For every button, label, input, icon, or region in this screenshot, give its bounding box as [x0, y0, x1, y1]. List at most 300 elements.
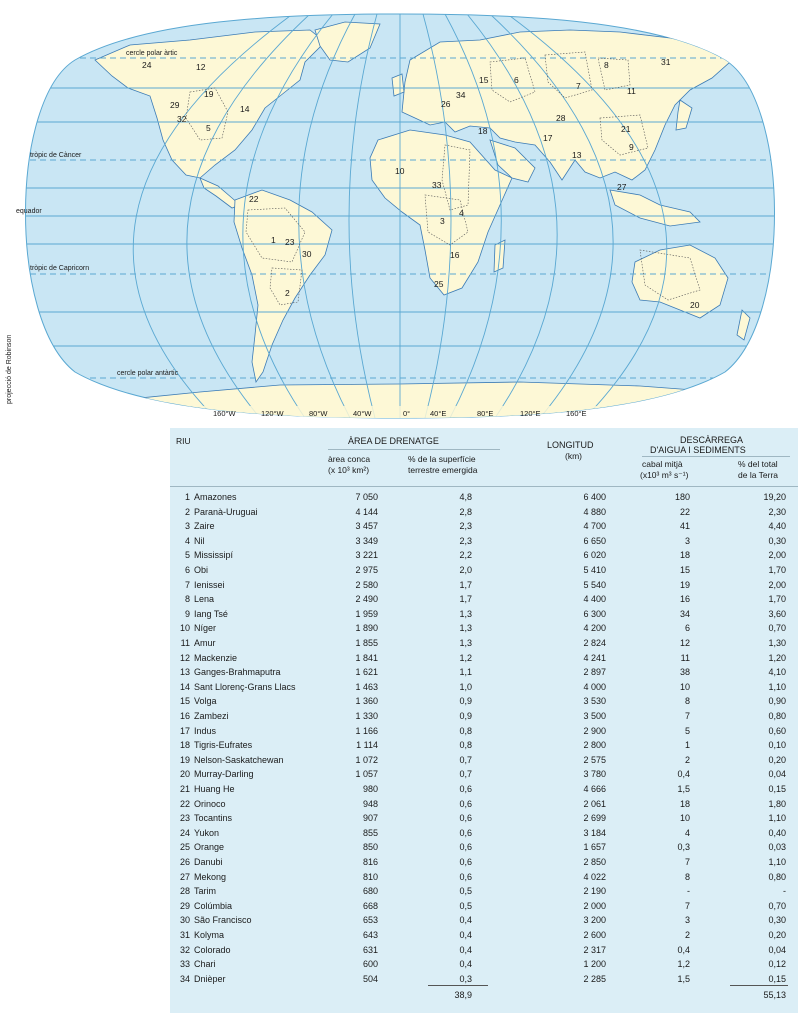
table-row [170, 913, 798, 928]
table-row [170, 899, 798, 914]
surface-pct-cell: 0,4 [459, 944, 472, 955]
earth-total-pct-cell: 1,70 [768, 594, 786, 605]
river-number-cell: 29 [179, 900, 190, 911]
earth-total-pct-cell: - [783, 886, 786, 897]
earth-total-pct-cell: 0,80 [768, 871, 786, 882]
river-number-label: 20 [690, 300, 700, 310]
longitude-label: 40°W [353, 409, 372, 418]
rivers-table [170, 428, 798, 1013]
surface-pct-cell: 0,8 [459, 725, 472, 736]
col-header-basin-unit: (x 10³ km²) [328, 465, 370, 475]
earth-total-pct-cell: 0,80 [768, 711, 786, 721]
mean-flow-cell: 11 [680, 652, 690, 663]
length-cell: 6 650 [583, 535, 606, 546]
river-number-label: 23 [285, 237, 295, 247]
basin-area-cell: 643 [362, 930, 378, 940]
river-name-cell: Nelson-Saskatchewan [194, 754, 284, 765]
river-number-cell: 18 [179, 740, 190, 751]
river-number-cell: 32 [179, 944, 190, 955]
surface-pct-cell: 1,0 [459, 681, 472, 692]
mean-flow-cell: 16 [679, 594, 690, 605]
col-header-flow: cabal mitjà [642, 459, 683, 469]
basin-area-cell: 1 114 [356, 740, 378, 751]
river-number-cell: 22 [179, 798, 190, 809]
length-cell: 4 000 [583, 681, 606, 692]
longitude-label: 160°W [213, 409, 236, 418]
length-cell: 6 400 [583, 492, 606, 502]
basin-area-cell: 948 [362, 798, 378, 809]
surface-pct-cell: 0,9 [459, 711, 472, 721]
mean-flow-cell: 38 [679, 667, 690, 678]
river-number-label: 29 [170, 100, 180, 110]
river-name-cell: Níger [194, 623, 217, 634]
earth-total-pct-cell: 0,90 [768, 696, 786, 707]
river-number-cell: 2 [184, 506, 190, 517]
length-cell: 4 200 [583, 623, 606, 634]
mean-flow-cell: 8 [684, 871, 690, 882]
river-name-cell: Ganges-Brahmaputra [194, 667, 281, 678]
length-cell: 2 190 [583, 886, 606, 897]
earth-total-pct-cell: 0,04 [768, 944, 786, 955]
river-name-cell: Zambezi [194, 711, 229, 721]
basin-area-cell: 980 [362, 784, 378, 794]
surface-pct-cell: 1,3 [459, 608, 472, 619]
table-row [170, 753, 798, 768]
table-row [170, 592, 798, 607]
river-number-label: 11 [627, 86, 636, 96]
length-cell: 2 575 [583, 754, 606, 765]
equator-label: equador [16, 208, 42, 215]
length-cell: 3 500 [583, 711, 606, 721]
basin-area-cell: 1 166 [355, 725, 378, 736]
longitude-label: 80°W [309, 409, 328, 418]
mean-flow-cell: 10 [679, 813, 690, 824]
basin-area-cell: 680 [362, 886, 378, 897]
length-cell: 2 824 [583, 638, 606, 648]
mean-flow-cell: 12 [679, 638, 690, 648]
river-number-cell: 31 [179, 930, 190, 940]
mean-flow-cell: 1,5 [677, 784, 690, 794]
river-name-cell: Nil [194, 535, 205, 546]
mean-flow-cell: 3 [684, 535, 690, 546]
river-name-cell: Mekong [194, 871, 227, 882]
river-number-label: 32 [177, 114, 187, 124]
surface-pct-cell: 0,3 [459, 973, 472, 984]
earth-total-pct-cell: 0,30 [768, 915, 786, 926]
river-name-cell: Yukon [194, 827, 220, 838]
earth-total-pct-cell: 1,10 [768, 857, 786, 867]
surface-pct-cell: 0,6 [459, 871, 472, 882]
river-name-cell: Amur [194, 638, 216, 648]
longitude-label: 160°E [566, 409, 587, 418]
length-cell: 2 897 [583, 667, 606, 678]
river-number-cell: 4 [184, 535, 190, 546]
table-row [170, 855, 798, 870]
table-row [170, 840, 798, 855]
world-map [0, 0, 800, 425]
river-number-cell: 13 [179, 667, 190, 678]
length-cell: 4 241 [583, 652, 606, 663]
basin-area-cell: 2 580 [355, 579, 378, 590]
arctic-circle-label: cercle polar àrtic [126, 50, 178, 57]
mean-flow-cell: 7 [684, 857, 690, 867]
length-cell: 2 600 [583, 930, 606, 940]
length-cell: 2 061 [583, 798, 606, 809]
col-header-discharge-2: D'AIGUA I SEDIMENTS [650, 445, 746, 455]
table-row [170, 636, 798, 651]
header-bottom-rule [170, 486, 798, 487]
length-cell: 2 285 [583, 973, 606, 984]
table-row [170, 534, 798, 549]
earth-total-pct-cell: 0,60 [768, 725, 786, 736]
river-name-cell: Colúmbia [194, 900, 233, 911]
surface-pct-cell: 0,4 [459, 959, 472, 970]
river-number-cell: 15 [179, 696, 190, 707]
length-cell: 3 530 [583, 696, 606, 707]
basin-area-cell: 600 [362, 959, 378, 970]
col-header-length-unit: (km) [565, 451, 582, 461]
river-number-label: 31 [661, 57, 671, 67]
mean-flow-cell: 3 [684, 915, 690, 926]
river-name-cell: Orinoco [194, 798, 226, 809]
col-header-basin-area: àrea conca [328, 454, 371, 464]
total-surface-pct: 38,9 [454, 990, 472, 1000]
earth-total-pct-cell: 1,10 [768, 813, 786, 824]
surface-pct-cell: 1,7 [459, 594, 472, 605]
mean-flow-cell: 1,2 [677, 959, 690, 970]
table-row [170, 607, 798, 622]
mean-flow-cell: 0,4 [677, 944, 690, 955]
earth-total-pct-cell: 1,70 [768, 565, 786, 575]
river-number-cell: 25 [179, 842, 190, 853]
river-number-cell: 11 [180, 638, 190, 648]
mean-flow-cell: 7 [684, 711, 690, 721]
tropic-cancer-label: tròpic de Càncer [30, 152, 82, 159]
length-cell: 4 666 [583, 784, 606, 794]
surface-pct-cell: 0,5 [459, 886, 472, 897]
earth-total-pct-cell: 4,10 [768, 667, 786, 678]
river-number-cell: 1 [184, 492, 190, 502]
basin-area-cell: 3 457 [355, 521, 378, 532]
river-name-cell: Tocantins [194, 813, 233, 824]
river-name-cell: Murray-Darling [194, 769, 254, 780]
river-name-cell: São Francisco [194, 915, 252, 926]
river-number-cell: 27 [179, 871, 190, 882]
mean-flow-cell: 8 [684, 696, 690, 707]
earth-total-pct-cell: 0,03 [768, 842, 786, 853]
length-cell: 2 850 [583, 857, 606, 867]
surface-pct-cell: 4,8 [459, 492, 472, 502]
river-name-cell: Mississipí [194, 550, 234, 561]
river-name-cell: Volga [194, 696, 217, 707]
table-row [170, 490, 798, 505]
surface-pct-cell: 2,2 [459, 550, 472, 561]
basin-area-cell: 653 [362, 915, 378, 926]
river-number-label: 16 [450, 250, 460, 260]
basin-area-cell: 668 [362, 900, 378, 911]
header-divider [642, 456, 790, 457]
world-map-svg [0, 0, 800, 425]
river-number-label: 13 [572, 150, 582, 160]
river-number-label: 3 [440, 216, 445, 226]
basin-area-cell: 810 [362, 871, 378, 882]
basin-area-cell: 2 490 [355, 594, 378, 605]
basin-area-cell: 3 349 [355, 535, 378, 546]
earth-total-pct-cell: 2,00 [768, 550, 786, 561]
mean-flow-cell: 2 [684, 930, 690, 940]
mean-flow-cell: 5 [684, 725, 690, 736]
length-cell: 5 540 [583, 579, 606, 590]
river-number-cell: 30 [179, 915, 190, 926]
col-header-flow-unit: (x10³ m³ s⁻¹) [640, 470, 689, 480]
basin-area-cell: 3 221 [355, 550, 378, 561]
table-row [170, 943, 798, 958]
river-number-label: 2 [285, 288, 290, 298]
longitude-label: 40°E [430, 409, 447, 418]
river-name-cell: Sant Llorenç-Grans Llacs [194, 681, 296, 692]
river-number-cell: 26 [179, 857, 190, 867]
british-isles [392, 74, 404, 96]
river-number-cell: 28 [179, 886, 190, 897]
river-number-label: 28 [556, 113, 566, 123]
surface-pct-cell: 0,8 [459, 740, 472, 751]
mean-flow-cell: 6 [684, 623, 690, 634]
basin-area-cell: 4 144 [355, 506, 378, 517]
basin-area-cell: 1 360 [355, 696, 378, 707]
basin-area-cell: 631 [362, 944, 378, 955]
table-row [170, 957, 798, 972]
mean-flow-cell: 180 [674, 492, 690, 502]
surface-pct-cell: 1,7 [459, 579, 472, 590]
basin-area-cell: 504 [362, 973, 378, 984]
col-header-river: RIU [176, 436, 191, 446]
river-number-label: 24 [142, 60, 152, 70]
earth-total-pct-cell: 0,70 [768, 623, 786, 634]
surface-pct-cell: 0,6 [459, 857, 472, 867]
river-number-label: 26 [441, 99, 451, 109]
river-number-label: 1 [271, 235, 276, 245]
table-row [170, 694, 798, 709]
longitude-label: 0° [403, 409, 411, 418]
river-number-cell: 17 [179, 725, 190, 736]
river-number-cell: 8 [184, 594, 190, 605]
total-rule [428, 985, 488, 986]
earth-total-pct-cell: 0,70 [768, 900, 786, 911]
earth-total-pct-cell: 0,30 [768, 535, 786, 546]
col-header-total-2: de la Terra [738, 470, 779, 480]
surface-pct-cell: 0,6 [459, 798, 472, 809]
basin-area-cell: 1 841 [355, 652, 378, 663]
river-name-cell: Kolyma [194, 930, 225, 940]
river-number-label: 27 [617, 182, 627, 192]
basin-area-cell: 855 [362, 827, 378, 838]
basin-area-cell: 1 855 [355, 638, 378, 648]
river-number-cell: 5 [184, 550, 190, 561]
earth-total-pct-cell: 1,80 [768, 798, 786, 809]
river-name-cell: Obi [194, 565, 209, 575]
table-row [170, 884, 798, 899]
earth-total-pct-cell: 0,20 [768, 930, 786, 940]
river-name-cell: Tigris-Eufrates [194, 740, 253, 751]
mean-flow-cell: - [687, 886, 690, 897]
mean-flow-cell: 4 [684, 827, 690, 838]
river-number-label: 10 [395, 166, 405, 176]
surface-pct-cell: 0,6 [459, 813, 472, 824]
surface-pct-cell: 0,9 [459, 696, 472, 707]
earth-total-pct-cell: 1,20 [768, 652, 786, 663]
surface-pct-cell: 0,4 [459, 915, 472, 926]
mean-flow-cell: 18 [679, 798, 690, 809]
length-cell: 3 780 [583, 769, 606, 780]
length-cell: 5 410 [583, 565, 606, 575]
surface-pct-cell: 0,6 [459, 784, 472, 794]
table-row [170, 621, 798, 636]
table-row [170, 928, 798, 943]
basin-area-cell: 816 [362, 857, 378, 867]
basin-area-cell: 2 975 [355, 565, 378, 575]
earth-total-pct-cell: 0,20 [768, 754, 786, 765]
mean-flow-cell: 2 [684, 754, 690, 765]
surface-pct-cell: 1,3 [459, 623, 472, 634]
basin-area-cell: 1 463 [355, 681, 378, 692]
earth-total-pct-cell: 4,40 [768, 521, 786, 532]
river-number-cell: 19 [179, 754, 190, 765]
table-row [170, 680, 798, 695]
river-number-label: 5 [206, 123, 211, 133]
earth-total-pct-cell: 0,15 [768, 973, 786, 984]
surface-pct-cell: 1,3 [459, 638, 472, 648]
river-number-cell: 33 [179, 959, 190, 970]
total-earth-pct: 55,13 [763, 990, 786, 1000]
river-name-cell: Indus [194, 725, 217, 736]
river-name-cell: Amazones [194, 492, 237, 502]
earth-total-pct-cell: 0,40 [768, 827, 786, 838]
table-row [170, 548, 798, 563]
total-rule [730, 985, 788, 986]
earth-total-pct-cell: 1,10 [768, 681, 786, 692]
river-number-cell: 20 [179, 769, 190, 780]
river-number-label: 18 [478, 126, 488, 136]
river-name-cell: Colorado [194, 944, 231, 955]
basin-area-cell: 1 057 [355, 769, 378, 780]
river-number-label: 4 [459, 208, 464, 218]
table-row [170, 870, 798, 885]
table-row [170, 505, 798, 520]
river-number-cell: 3 [184, 521, 190, 532]
longitude-label: 120°E [520, 409, 541, 418]
river-number-cell: 6 [184, 565, 190, 575]
basin-area-cell: 1 621 [355, 667, 378, 678]
river-name-cell: Zaire [194, 521, 215, 532]
length-cell: 3 184 [583, 827, 606, 838]
col-header-surface-pct-2: terrestre emergida [408, 465, 478, 475]
table-row [170, 709, 798, 724]
river-number-cell: 9 [184, 608, 190, 619]
river-number-cell: 14 [179, 681, 190, 692]
river-number-cell: 21 [179, 784, 190, 794]
river-number-cell: 34 [179, 973, 190, 984]
earth-total-pct-cell: 0,10 [768, 740, 786, 751]
length-cell: 2 800 [583, 740, 606, 751]
surface-pct-cell: 0,7 [459, 769, 472, 780]
surface-pct-cell: 0,6 [459, 842, 472, 853]
mean-flow-cell: 19 [679, 579, 690, 590]
length-cell: 2 699 [583, 813, 606, 824]
river-name-cell: Chari [194, 959, 216, 970]
table-row [170, 782, 798, 797]
basin-area-cell: 1 072 [355, 754, 378, 765]
river-number-label: 9 [629, 142, 634, 152]
river-number-label: 21 [621, 124, 631, 134]
length-cell: 4 880 [583, 506, 606, 517]
table-row [170, 811, 798, 826]
surface-pct-cell: 2,3 [459, 535, 472, 546]
col-header-length: LONGITUD [547, 440, 594, 450]
surface-pct-cell: 1,1 [459, 667, 472, 678]
length-cell: 4 700 [583, 521, 606, 532]
mean-flow-cell: 0,3 [677, 842, 690, 853]
length-cell: 1 657 [583, 842, 606, 853]
table-row [170, 519, 798, 534]
river-name-cell: Paranà-Uruguai [194, 506, 258, 517]
river-name-cell: Orange [194, 842, 225, 853]
river-number-label: 30 [302, 249, 312, 259]
earth-total-pct-cell: 2,30 [768, 506, 786, 517]
river-number-label: 22 [249, 194, 259, 204]
surface-pct-cell: 0,5 [459, 900, 472, 911]
mean-flow-cell: 41 [679, 521, 690, 532]
antarctic-circle-label: cercle polar antàrtic [117, 370, 179, 377]
mean-flow-cell: 7 [684, 900, 690, 911]
surface-pct-cell: 0,6 [459, 827, 472, 838]
table-row [170, 578, 798, 593]
earth-total-pct-cell: 0,12 [768, 959, 786, 970]
length-cell: 2 000 [583, 900, 606, 911]
surface-pct-cell: 2,3 [459, 521, 472, 532]
tropic-capricorn-label: tròpic de Capricorn [30, 265, 90, 272]
river-number-cell: 10 [179, 623, 190, 634]
river-name-cell: Danubi [194, 857, 223, 867]
river-number-label: 25 [434, 279, 444, 289]
river-name-cell: Mackenzie [194, 652, 238, 663]
table-row [170, 738, 798, 753]
length-cell: 1 200 [583, 959, 606, 970]
river-name-cell: Dnièper [194, 973, 226, 984]
river-number-cell: 12 [179, 652, 190, 663]
longitude-label: 80°E [477, 409, 494, 418]
river-number-cell: 7 [184, 579, 190, 590]
surface-pct-cell: 2,0 [459, 565, 472, 575]
mean-flow-cell: 34 [679, 608, 690, 619]
mean-flow-cell: 15 [679, 565, 690, 575]
table-row [170, 665, 798, 680]
length-cell: 4 400 [583, 594, 606, 605]
mean-flow-cell: 0,4 [677, 769, 690, 780]
mean-flow-cell: 1 [684, 740, 690, 751]
col-header-total: % del total [738, 459, 778, 469]
table-row [170, 826, 798, 841]
table-row [170, 767, 798, 782]
mean-flow-cell: 18 [679, 550, 690, 561]
river-number-label: 14 [240, 104, 250, 114]
table-row [170, 724, 798, 739]
river-number-cell: 23 [179, 813, 190, 824]
river-number-label: 17 [543, 133, 553, 143]
surface-pct-cell: 0,7 [459, 754, 472, 765]
basin-area-cell: 850 [362, 842, 378, 853]
length-cell: 6 020 [583, 550, 606, 561]
col-header-surface-pct: % de la superfície [408, 454, 476, 464]
